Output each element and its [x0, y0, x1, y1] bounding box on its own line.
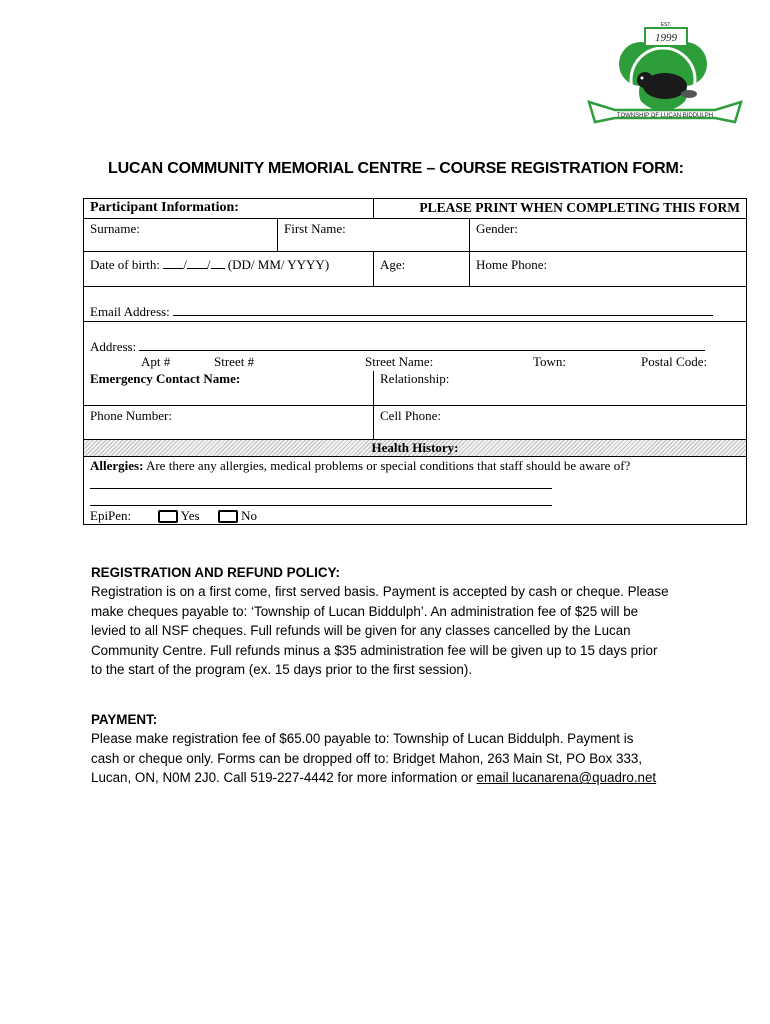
surname-field[interactable] [84, 219, 277, 251]
dob-year-blank[interactable] [211, 257, 225, 269]
cell-phone-label: Cell Phone: [380, 408, 442, 423]
township-logo [585, 22, 745, 132]
address-street-name-caption: Street Name: [365, 354, 434, 369]
svg-text:TOWNSHIP OF LUCAN BIDDULPH: TOWNSHIP OF LUCAN BIDDULPH [616, 113, 714, 119]
email-blank[interactable] [173, 304, 713, 316]
epipen-yes-label: Yes [180, 508, 200, 523]
dob-day-blank[interactable] [163, 257, 183, 269]
gender-field[interactable] [469, 219, 746, 251]
dob-month-blank[interactable] [187, 257, 207, 269]
dob-format: (DD/ MM/ YYYY) [227, 257, 330, 272]
address-row [84, 321, 746, 371]
emergency-contact-label: Emergency Contact Name: [90, 371, 241, 386]
email-link[interactable]: email lucanarena@quadro.net [476, 770, 657, 786]
age-label: Age: [380, 257, 406, 272]
dob-label: Date of birth: [90, 257, 161, 272]
emergency-row [84, 371, 746, 405]
shamrock-beaver-logo-icon [585, 22, 745, 132]
participant-header-row [84, 199, 746, 218]
allergies-question-text: Are there any allergies, medical problems or special conditions that staff should be aware of? [145, 458, 631, 473]
registration-form-table [83, 198, 747, 525]
refund-policy-section [91, 563, 691, 679]
dob-field[interactable]: Date of birth: / / (DD/ MM/ YYYY) [90, 257, 330, 272]
address-town-caption: Town: [533, 354, 567, 369]
allergies-label: Allergies: [90, 458, 144, 473]
allergies-blank-1[interactable] [90, 488, 552, 489]
first-name-field[interactable] [277, 219, 469, 251]
cell-phone-field[interactable] [373, 406, 746, 439]
policy-line: Community Centre. Full refunds minus a $35 administration fee will be given up to 15 days prior [91, 642, 658, 658]
payment-line: Please make registration fee of $65.00 payable to: Township of Lucan Biddulph. Payment is [91, 731, 634, 747]
form-title: LUCAN COMMUNITY MEMORIAL CENTRE – COURSE REGISTRATION FORM: [108, 160, 684, 177]
epipen-field [90, 508, 257, 524]
phone-number-field[interactable] [84, 406, 373, 439]
participant-info-heading: Participant Information: [90, 200, 239, 215]
email-label: Email Address: [90, 304, 170, 319]
emergency-contact-field[interactable] [84, 371, 373, 405]
phone-number-label: Phone Number: [90, 408, 172, 423]
address-apt-caption: Apt # [141, 354, 171, 369]
gender-label: Gender: [476, 221, 518, 236]
home-phone-field[interactable] [469, 252, 746, 286]
address-postal-caption: Postal Code: [641, 354, 708, 369]
payment-contact-text: Lucan, ON, N0M 2J0. Call 519-227-4442 for more information or [91, 770, 477, 786]
svg-text:1999: 1999 [655, 32, 677, 44]
policy-line: levied to all NSF cheques. Full refunds will be given for any classes cancelled by the Lucan [91, 623, 631, 639]
address-street-no-caption: Street # [214, 354, 255, 369]
policy-line: make cheques payable to: ‘Township of Lucan Biddulph’. An administration fee of $25 will be [91, 603, 639, 619]
health-header-row [84, 439, 746, 456]
epipen-yes-checkbox[interactable] [158, 510, 178, 523]
phone-row [84, 405, 746, 439]
print-notice: PLEASE PRINT WHEN COMPLETING THIS FORM [373, 199, 746, 218]
payment-line: cash or cheque only. Forms can be dropped off to: Bridget Mahon, 263 Main St, PO Box 333, [91, 750, 643, 766]
payment-line-last [91, 768, 691, 787]
allergies-blank-2[interactable] [90, 505, 552, 506]
epipen-label: EpiPen: [90, 508, 132, 523]
email-row [84, 286, 746, 321]
relationship-field[interactable] [373, 371, 746, 405]
epipen-no-checkbox[interactable] [218, 510, 238, 523]
age-field[interactable] [373, 252, 469, 286]
first-name-label: First Name: [284, 221, 346, 236]
home-phone-label: Home Phone: [476, 257, 548, 272]
policy-line: to the start of the program (ex. 15 days prior to the first session). [91, 662, 473, 678]
surname-label: Surname: [90, 221, 140, 236]
health-history-heading: Health History: [371, 440, 459, 455]
svg-text:EST.: EST. [660, 22, 672, 28]
payment-heading: PAYMENT: [91, 712, 158, 727]
address-blank[interactable] [139, 339, 705, 351]
email-field[interactable] [84, 287, 746, 321]
allergies-row [84, 456, 746, 524]
payment-section [91, 710, 691, 788]
relationship-label: Relationship: [380, 371, 450, 386]
name-row [84, 218, 746, 251]
address-label: Address: [90, 339, 137, 354]
dob-row [84, 251, 746, 286]
policy-line: Registration is on a first come, first served basis. Payment is accepted by cash or cheque. Please [91, 584, 669, 600]
epipen-no-label: No [241, 508, 257, 523]
allergies-question [90, 458, 630, 474]
refund-policy-heading: REGISTRATION AND REFUND POLICY: [91, 565, 340, 580]
